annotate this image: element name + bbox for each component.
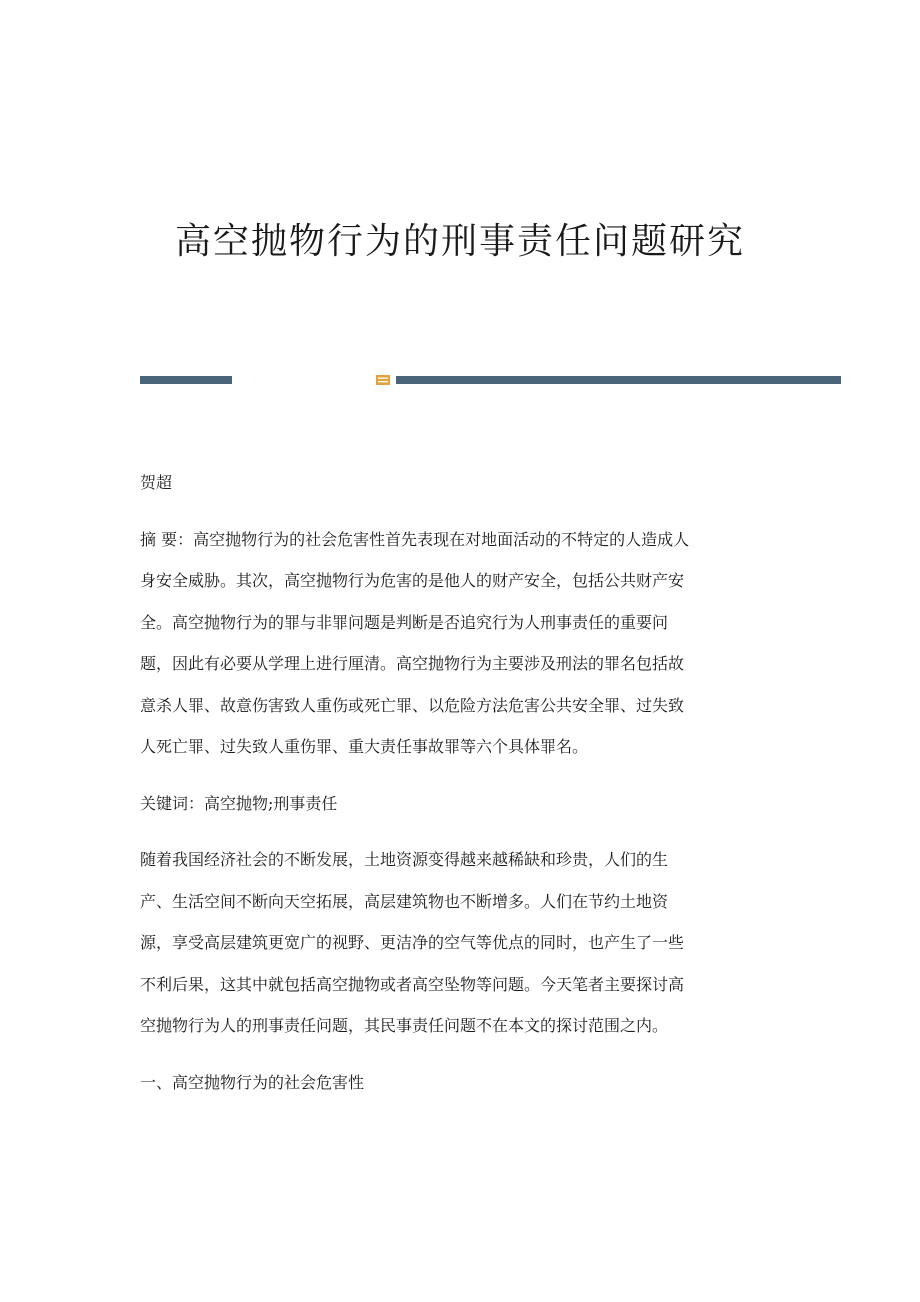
- section-heading: 一、高空抛物行为的社会危害性: [140, 1072, 365, 1092]
- body-line: 源，享受高层建筑更宽广的视野、更洁净的空气等优点的同时，也产生了一些: [140, 933, 685, 952]
- abstract-line: 人死亡罪、过失致人重伤罪、重大责任事故罪等六个具体罪名。: [140, 737, 589, 756]
- divider-emblem-icon: [376, 375, 390, 385]
- abstract-line: 题，因此有必要从学理上进行厘清。高空抛物行为主要涉及刑法的罪名包括故: [140, 654, 685, 673]
- document-body: [140, 462, 785, 1103]
- abstract-line: 摘 要：高空抛物行为的社会危害性首先表现在对地面活动的不特定的人造成人: [140, 529, 690, 549]
- body-line: 空抛物行为人的刑事责任问题，其民事责任问题不在本文的探讨范围之内。: [140, 1016, 669, 1035]
- intro-paragraph: [140, 839, 785, 1047]
- abstract-line: 意杀人罪、故意伤害致人重伤或死亡罪、以危险方法危害公共安全罪、过失致: [140, 695, 685, 715]
- author-name: 贺超: [140, 473, 173, 492]
- body-line: 随着我国经济社会的不断发展，土地资源变得越来越稀缺和珍贵，人们的生: [140, 850, 669, 869]
- divider-left-bar: [140, 376, 232, 384]
- abstract: [140, 519, 785, 768]
- abstract-line: 身安全威胁。其次，高空抛物行为危害的是他人的财产安全，包括公共财产安: [140, 571, 685, 590]
- abstract-line: 全。高空抛物行为的罪与非罪问题是判断是否追究行为人刑事责任的重要问: [140, 612, 669, 632]
- body-line: 产、生活空间不断向天空拓展，高层建筑物也不断增多。人们在节约土地资: [140, 891, 669, 911]
- keywords: 关键词：高空抛物;刑事责任: [140, 793, 338, 813]
- body-line: 不利后果，这其中就包括高空抛物或者高空坠物等问题。今天笔者主要探讨高: [140, 974, 685, 994]
- document-title: 高空抛物行为的刑事责任问题研究: [174, 221, 745, 262]
- divider-right-bar: [396, 376, 841, 384]
- title-divider: [140, 375, 841, 385]
